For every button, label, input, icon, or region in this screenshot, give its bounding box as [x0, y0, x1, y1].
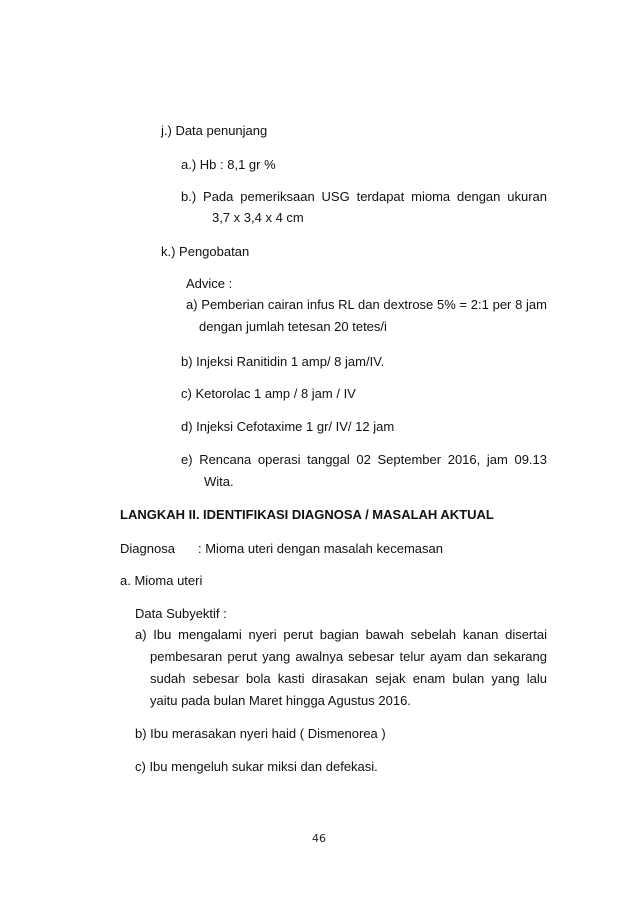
sub-a-mioma-uteri: a. Mioma uteri: [120, 573, 203, 588]
section-j-item-b-line1: b.) Pada pemeriksaan USG terdapat mioma dengan ukuran: [181, 189, 547, 204]
section-k-item-e-line2: Wita.: [204, 474, 234, 489]
page-number: 46: [312, 832, 326, 845]
ds-b: b) Ibu merasakan nyeri haid ( Dismenorea ): [135, 726, 386, 741]
data-subyektif-label: Data Subyektif :: [135, 606, 227, 621]
section-k-item-d: d) Injeksi Cefotaxime 1 gr/ IV/ 12 jam: [181, 419, 395, 434]
diagnosa-row: [120, 541, 443, 557]
ds-c: c) Ibu mengeluh sukar miksi dan defekasi.: [135, 759, 378, 774]
advice-label: Advice :: [186, 276, 233, 291]
ds-a-line2: pembesaran perut yang awalnya sebesar telur ayam dan sekarang: [150, 649, 547, 664]
section-k-item-a-line2: dengan jumlah tetesan 20 tetes/i: [199, 319, 387, 334]
section-k-item-a-line1: a) Pemberian cairan infus RL dan dextrose 5% = 2:1 per 8 jam: [186, 297, 547, 312]
ds-a-line3: sudah sebesar bola kasti dirasakan sejak enam bulan yang lalu: [150, 671, 547, 686]
diagnosa-value: : Mioma uteri dengan masalah kecemasan: [198, 541, 443, 556]
ds-a-line1: a) Ibu mengalami nyeri perut bagian bawah sebelah kanan disertai: [135, 627, 547, 642]
section-j-heading: j.) Data penunjang: [161, 123, 268, 138]
ds-a-line4: yaitu pada bulan Maret hingga Agustus 2016.: [150, 693, 411, 708]
section-j-item-a: a.) Hb : 8,1 gr %: [181, 157, 276, 172]
diagnosa-label: Diagnosa: [120, 541, 175, 556]
section-k-heading: k.) Pengobatan: [161, 244, 250, 259]
section-j-item-b-line2: 3,7 x 3,4 x 4 cm: [212, 210, 304, 225]
section-k-item-b: b) Injeksi Ranitidin 1 amp/ 8 jam/IV.: [181, 354, 385, 369]
section-k-item-c: c) Ketorolac 1 amp / 8 jam / IV: [181, 386, 356, 401]
section-k-item-e-line1: e) Rencana operasi tanggal 02 September 2016, jam 09.13: [181, 452, 547, 467]
langkah-heading: LANGKAH II. IDENTIFIKASI DIAGNOSA / MASALAH AKTUAL: [120, 507, 494, 522]
